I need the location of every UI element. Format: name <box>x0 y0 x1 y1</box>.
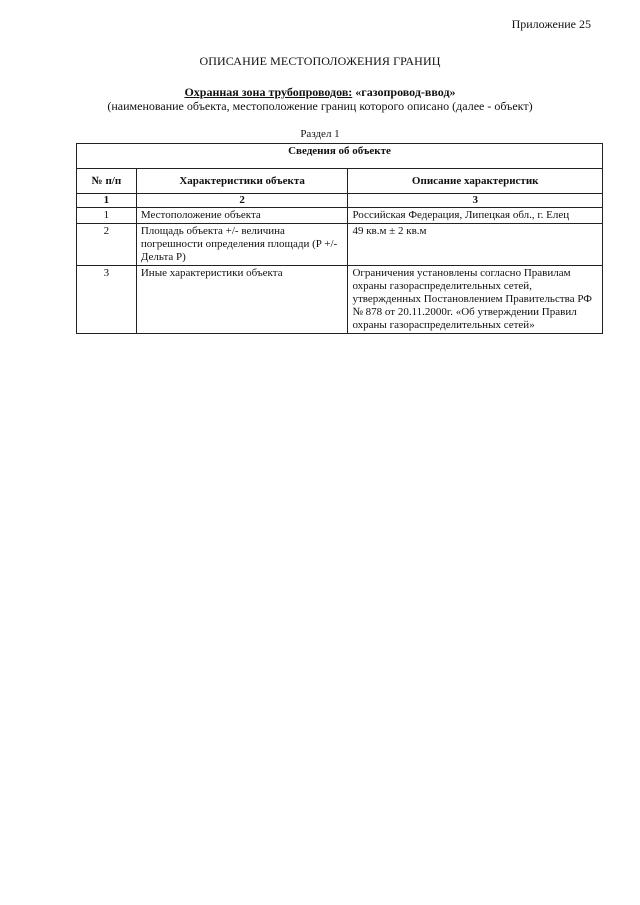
section-label: Раздел 1 <box>300 128 340 140</box>
row-characteristic: Местоположение объекта <box>136 208 348 224</box>
object-name <box>0 85 640 100</box>
column-number-2: 2 <box>136 194 348 208</box>
table-row <box>77 266 603 334</box>
column-header-characteristic: Характеристики объекта <box>136 169 348 194</box>
row-description: Российская Федерация, Липецкая обл., г. Елец <box>348 208 603 224</box>
table-row <box>77 224 603 266</box>
object-type: Охранная зона трубопроводов: <box>184 85 353 99</box>
column-header-description: Описание характеристик <box>348 169 603 194</box>
column-number-3: 3 <box>348 194 603 208</box>
row-characteristic: Иные характеристики объекта <box>136 266 348 334</box>
row-number: 2 <box>77 224 137 266</box>
table-title: Сведения об объекте <box>77 144 603 169</box>
row-description: 49 кв.м ± 2 кв.м <box>348 224 603 266</box>
object-caption: (наименование объекта, местоположение границ которого описано (далее - объект) <box>107 99 533 113</box>
row-characteristic: Площадь объекта +/- величина погрешности определения площади (P +/- Дельта P) <box>136 224 348 266</box>
column-header-number: № п/п <box>77 169 137 194</box>
row-description: Ограничения установлены согласно Правилам охраны газораспределительных сетей, утвержденных Постановлением Правительства РФ № 878 от 20.11.2000г. «Об утверждении Правил охраны газораспределительных сетей» <box>348 266 603 334</box>
object-title: «газопровод-ввод» <box>352 85 456 99</box>
column-number-1: 1 <box>77 194 137 208</box>
row-number: 1 <box>77 208 137 224</box>
appendix-label: Приложение 25 <box>511 17 591 31</box>
row-number: 3 <box>77 266 137 334</box>
object-info-table <box>76 143 603 334</box>
document-title: ОПИСАНИЕ МЕСТОПОЛОЖЕНИЯ ГРАНИЦ <box>199 54 441 68</box>
table-row <box>77 208 603 224</box>
